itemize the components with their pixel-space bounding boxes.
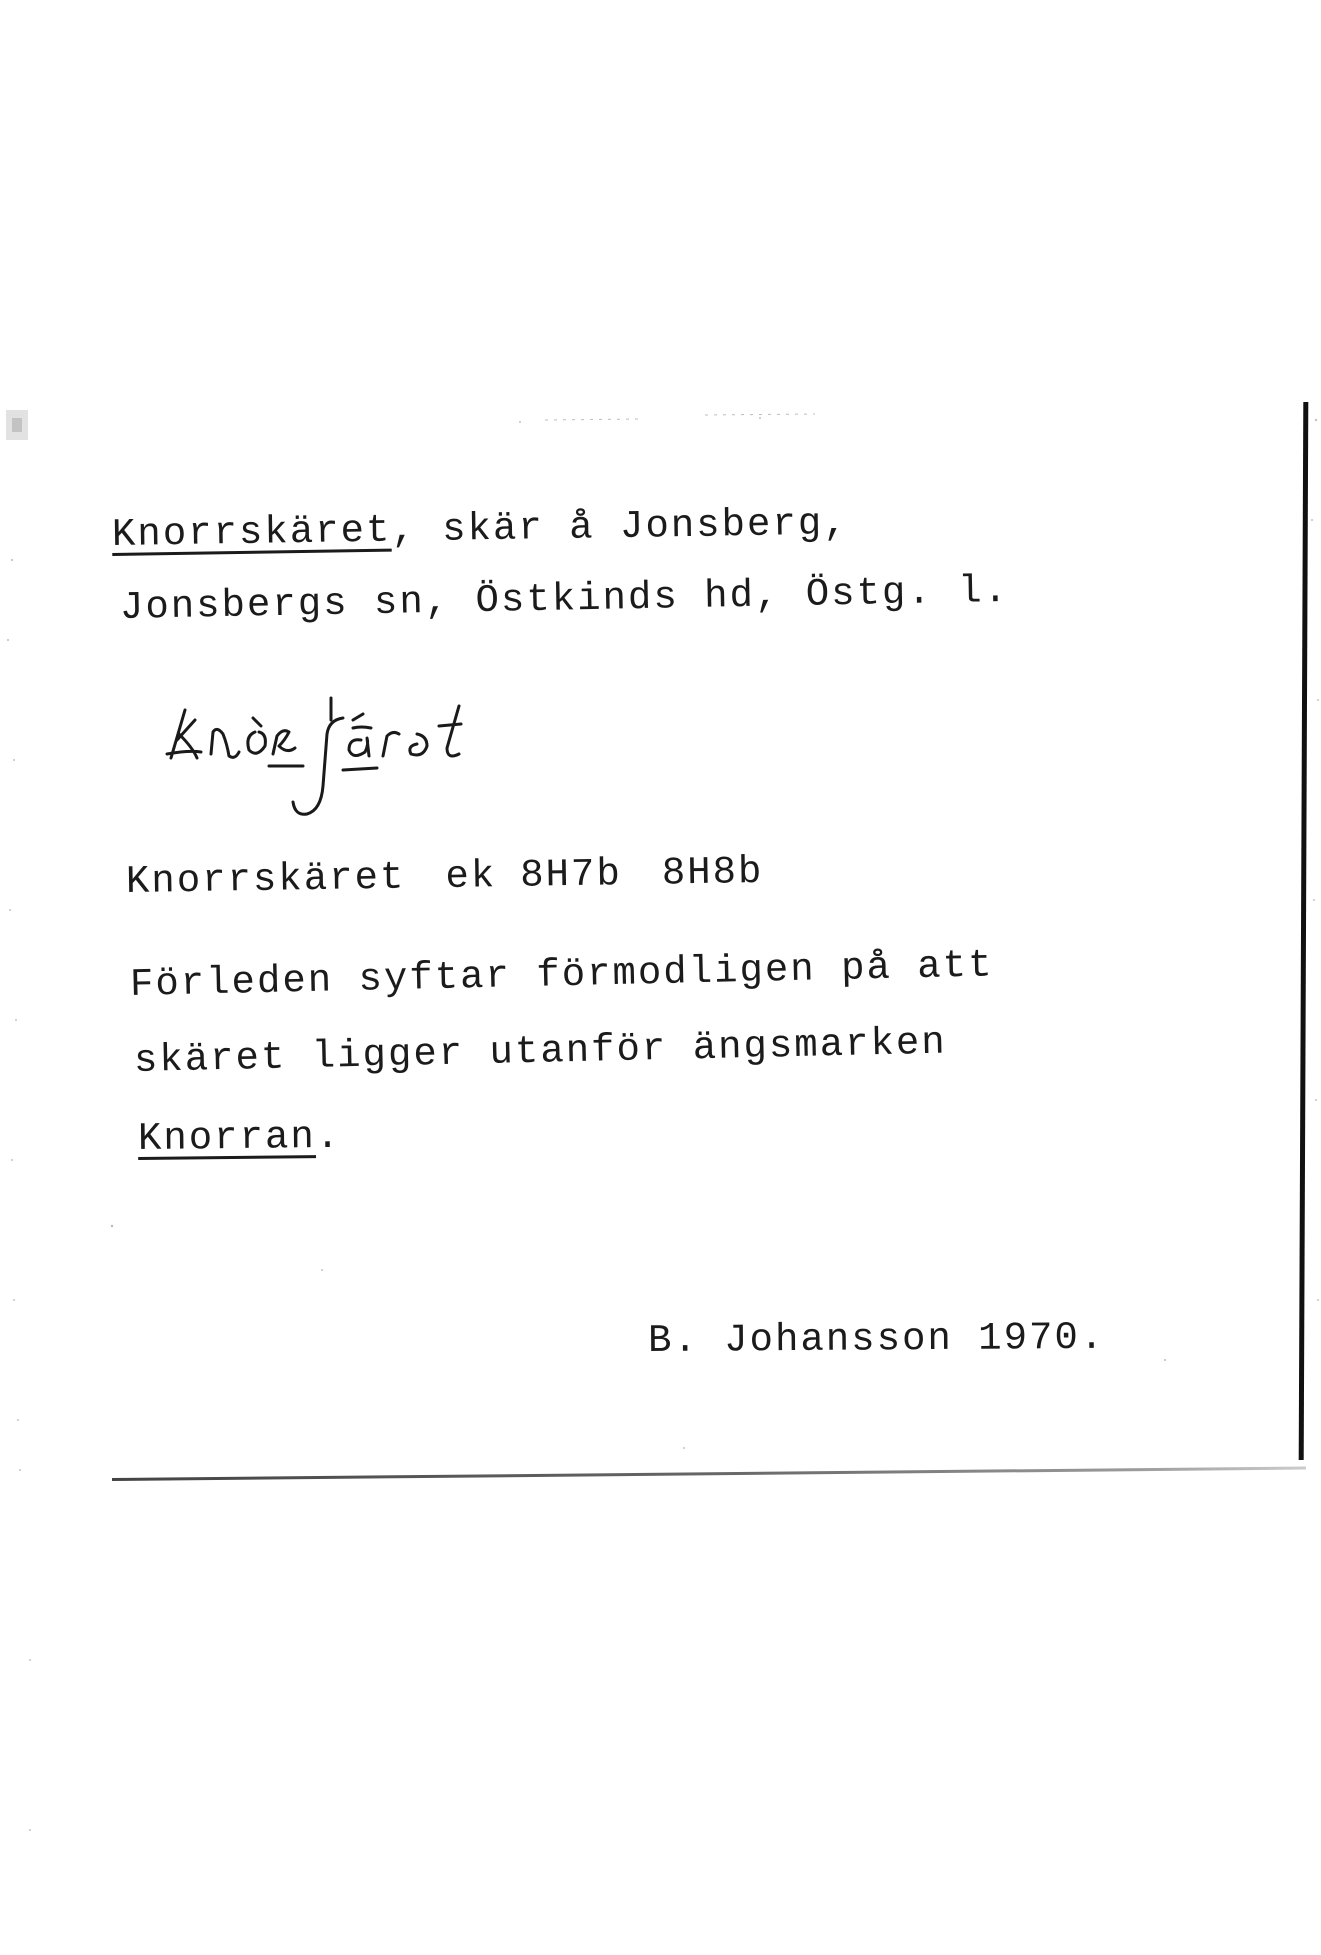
handwritten-phonetic (155, 690, 525, 840)
signature: B. Johansson 1970. (647, 1315, 1106, 1363)
reference-line (125, 849, 764, 904)
explanation-line-1: Förleden syftar förmodligen på att (129, 943, 994, 1007)
reference-code-ek: ek (445, 854, 497, 899)
explanation-line-3 (137, 1114, 342, 1161)
headword: Knorrskäret (111, 508, 392, 557)
reference-code-map1: 8H7b (519, 852, 623, 898)
reference-name: Knorrskäret (125, 855, 406, 904)
place-name: Knorran (137, 1115, 317, 1161)
location-line: Jonsbergs sn, Östkinds hd, Östg. l. (119, 568, 1010, 630)
heading-line (111, 501, 849, 557)
phonetic-transcription (155, 690, 525, 840)
card-right-edge (1299, 402, 1309, 1460)
sentence-end: . (315, 1114, 342, 1160)
card-bottom-edge (112, 1467, 1306, 1481)
explanation-line-2: skäret ligger utanför ängsmarken (133, 1020, 948, 1083)
reference-code-map2: 8H8b (661, 849, 764, 896)
headword-description: , skär å Jonsberg, (391, 501, 849, 553)
